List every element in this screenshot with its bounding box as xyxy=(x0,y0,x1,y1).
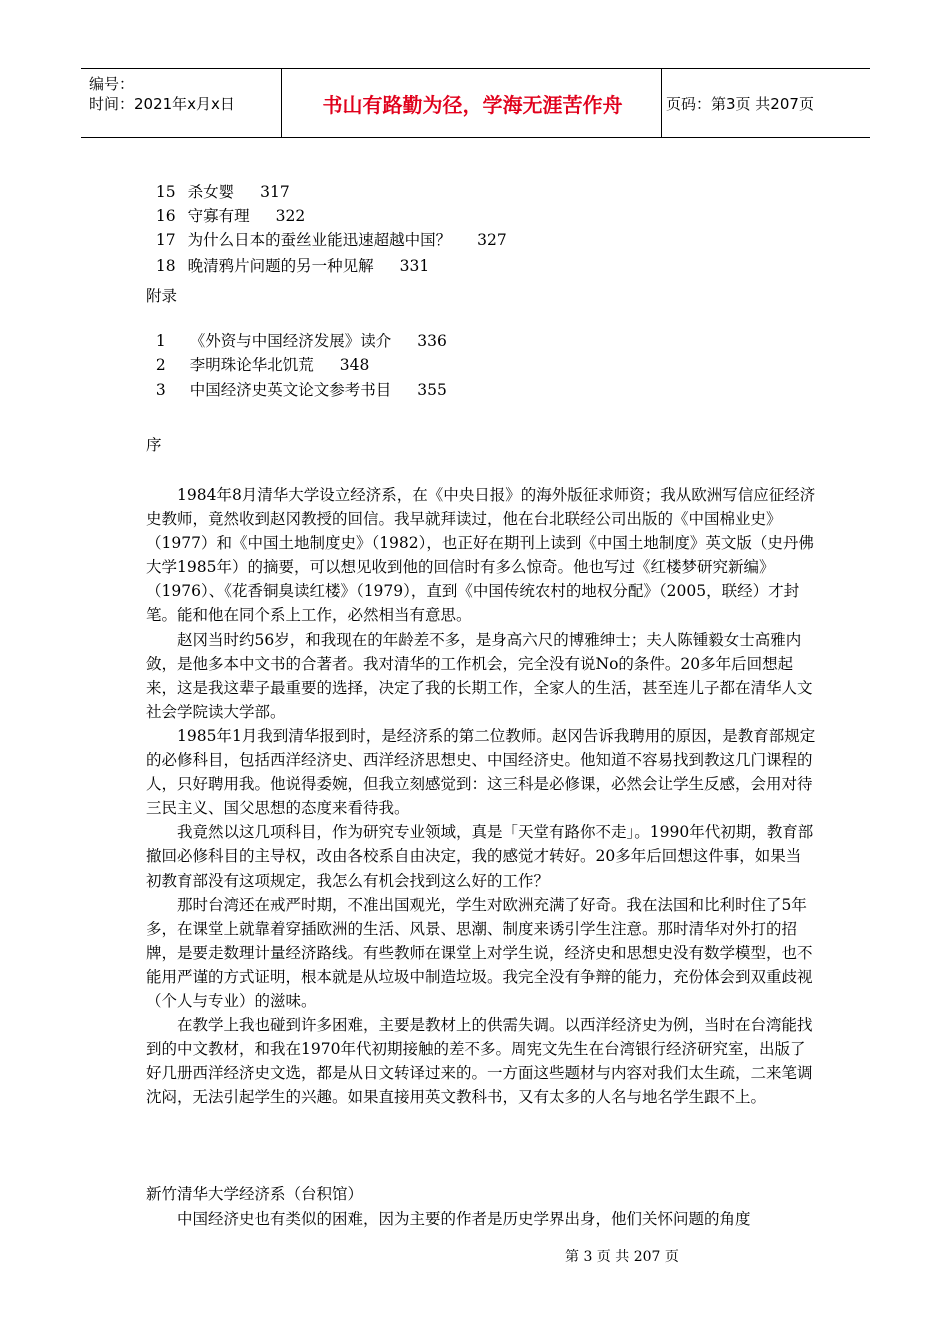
preface-body xyxy=(146,483,816,1109)
document-number-label: 编号： xyxy=(89,75,135,93)
appendix-number: 1 xyxy=(155,332,166,350)
page-header xyxy=(81,68,870,138)
appendix-number: 3 xyxy=(155,381,166,399)
photo-caption: 新竹清华大学经济系（台积馆） xyxy=(146,1185,364,1203)
toc-title: 杀女婴 xyxy=(187,183,235,201)
toc-page: 331 xyxy=(399,257,430,275)
appendix-page: 336 xyxy=(417,332,447,350)
appendix-page: 348 xyxy=(339,356,370,374)
document-date-label: 时间：2021年x月x日 xyxy=(89,95,235,113)
toc-number: 18 xyxy=(155,257,176,275)
preface-heading: 序 xyxy=(146,436,162,454)
toc-page: 327 xyxy=(477,231,507,249)
toc-title: 为什么日本的蚕丝业能迅速超越中国？ xyxy=(187,231,452,249)
toc-page: 317 xyxy=(260,183,290,201)
toc-title: 晚清鸦片问题的另一种见解 xyxy=(187,257,374,275)
appendix-title: 《外资与中国经济发展》读介 xyxy=(189,332,392,350)
preface-paragraph: 1984年8月清华大学设立经济系，在《中央日报》的海外版征求师资；我从欧洲写信应征经济史教师，竟然收到赵冈教授的回信。我早就拜读过，他在台北联经公司出版的《中国棉业史》（1977）和《中国土地制度史》（1982），也正好在期刊上读到《中国土地制度》英文版（史丹佛大学1985年）的摘要，可以想见收到他的回信时有多么惊奇。他也写过《红楼梦研究新编》（1976）、《花香铜臭读红楼》（1979），直到《中国传统农村的地权分配》（2005，联经）才封笔。能和他在同个系上工作，必然相当有意思。 xyxy=(146,486,816,625)
appendix-entry xyxy=(146,360,447,400)
header-left xyxy=(89,74,235,114)
header-page-label: 页码：第3页 共207页 xyxy=(666,95,814,113)
toc-number: 17 xyxy=(155,231,176,249)
appendix-heading: 附录 xyxy=(146,287,178,305)
toc-number: 15 xyxy=(155,183,176,201)
page-footer: 第 3 页 共 207 页 xyxy=(565,1249,679,1265)
appendix-title: 李明珠论华北饥荒 xyxy=(189,356,314,374)
header-divider xyxy=(281,69,282,137)
appendix-page: 355 xyxy=(417,381,447,399)
toc-entry xyxy=(146,236,429,276)
preface-paragraph: 1985年1月我到清华报到时，是经济系的第二位教师。赵冈告诉我聘用的原因，是教育部规定的必修科目，包括西洋经济史、西洋经济思想史、中国经济史。他知道不容易找到教这几门课程的人，只好聘用我。他说得委婉，但我立刻感觉到：这三科是必修课，必然会让学生反感，会用对待三民主义、国父思想的态度来看待我。 xyxy=(146,726,816,818)
toc-page: 322 xyxy=(275,207,306,225)
appendix-number: 2 xyxy=(155,356,166,374)
toc-title: 守寡有理 xyxy=(187,207,250,225)
preface-paragraph: 那时台湾还在戒严时期，不准出国观光，学生对欧洲充满了好奇。我在法国和比利时住了5年多，在课堂上就靠着穿插欧洲的生活、风景、思潮、制度来诱引学生注意。那时清华对外打的招牌，是要走数理计量经济路线。有些教师在课堂上对学生说，经济史和思想史没有数学模型，也不能用严谨的方式证明，根本就是从垃圾中制造垃圾。我完全没有争辩的能力，充份体会到双重歧视（个人与专业）的滋味。 xyxy=(146,895,813,1010)
preface-paragraph: 赵冈当时约56岁，和我现在的年龄差不多，是身高六尺的博雅绅士；夫人陈锺毅女士高雅内敛，是他多本中文书的合著者。我对清华的工作机会，完全没有说No的条件。20多年后回想起来，这是我这辈子最重要的选择，决定了我的长期工作，全家人的生活，甚至连儿子都在清华人文社会学院读大学部。 xyxy=(146,630,813,721)
preface-paragraph: 我竟然以这几项科目，作为研究专业领域，真是「天堂有路你不走」。1990年代初期，教育部撤回必修科目的主导权，改由各校系自由决定，我的感觉才转好。20多年后回想这件事，如果当初教育部没有这项规定，我怎么有机会找到这么好的工作？ xyxy=(146,823,814,890)
header-divider xyxy=(661,69,662,137)
preface-paragraph-continued: 中国经济史也有类似的困难，因为主要的作者是历史学界出身，他们关怀问题的角度 xyxy=(177,1210,751,1228)
appendix-title: 中国经济史英文论文参考书目 xyxy=(189,381,392,399)
preface-paragraph: 在教学上我也碰到许多困难，主要是教材上的供需失调。以西洋经济史为例，当时在台湾能找到的中文教材，和我在1970年代初期接触的差不多。周宪文先生在台湾银行经济研究室，出版了好几册西洋经济史文选，都是从日文转译过来的。一方面这些题材与内容对我们太生疏，二来笔调沈闷，无法引起学生的兴趣。如果直接用英文教科书，又有太多的人名与地名学生跟不上。 xyxy=(146,1016,813,1107)
header-motto: 书山有路勤为径，学海无涯苦作舟 xyxy=(322,92,623,117)
toc-number: 16 xyxy=(155,207,176,225)
